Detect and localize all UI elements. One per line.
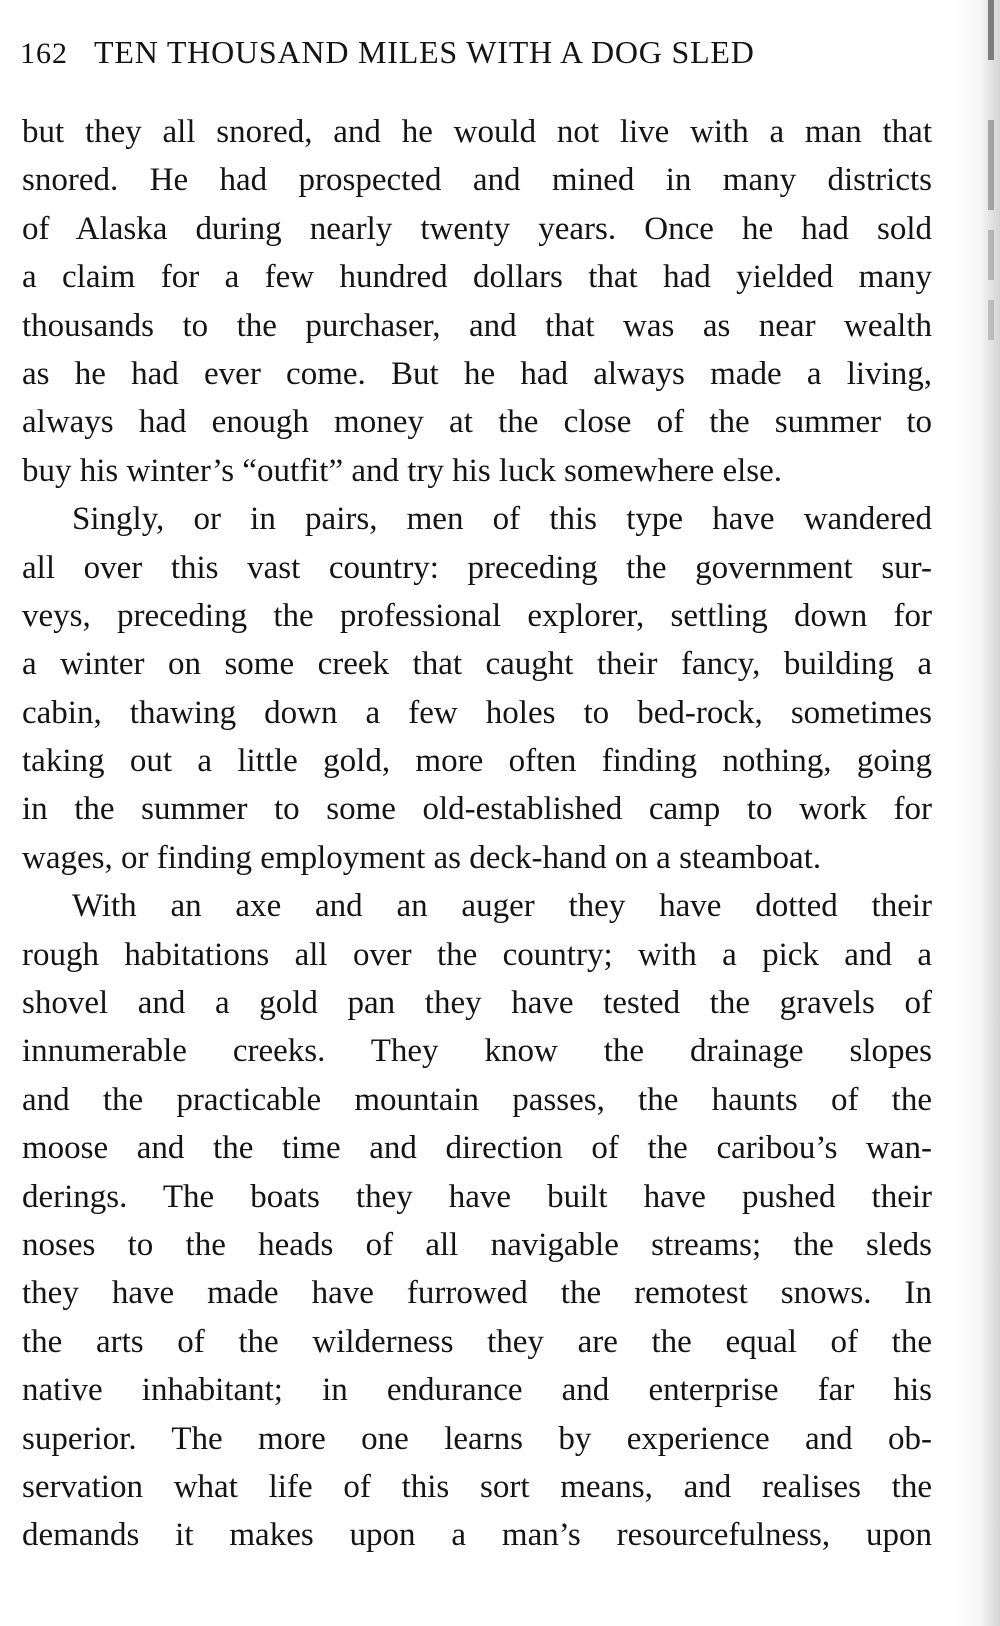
text-line: of Alaska during nearly twenty years. Once he had sold: [22, 210, 932, 247]
body-text: [22, 108, 932, 1560]
text-line: taking out a little gold, more often finding nothing, going: [22, 743, 932, 780]
edge-shadow-mark: [988, 0, 994, 60]
edge-shadow-mark: [988, 230, 994, 280]
text-line: veys, preceding the professional explorer, settling down for: [22, 597, 932, 634]
page-number: 162: [20, 37, 68, 70]
text-line: derings. The boats they have built have pushed their: [22, 1178, 932, 1215]
text-line: native inhabitant; in endurance and enterprise far his: [22, 1372, 932, 1409]
text-line: innumerable creeks. They know the drainage slopes: [22, 1033, 932, 1070]
text-line: cabin, thawing down a few holes to bed-rock, sometimes: [22, 694, 932, 731]
running-title: TEN THOUSAND MILES WITH A DOG SLED: [94, 34, 755, 70]
scanned-page-edge: [954, 0, 1000, 1626]
text-line: moose and the time and direction of the caribou’s wan-: [22, 1130, 932, 1167]
text-line: wages, or finding employment as deck-hand on a steamboat.: [22, 839, 822, 876]
paragraph-first-line: Singly, or in pairs, men of this type have wandered: [72, 501, 932, 538]
text-line: thousands to the purchaser, and that was as near wealth: [22, 307, 932, 344]
text-line: buy his winter’s “outfit” and try his luck somewhere else.: [22, 452, 783, 489]
text-line: rough habitations all over the country; with a pick and a: [22, 936, 932, 973]
text-line: shovel and a gold pan they have tested the gravels of: [22, 985, 932, 1022]
text-line: superior. The more one learns by experience and ob-: [22, 1420, 932, 1457]
text-line: a claim for a few hundred dollars that had yielded many: [22, 259, 932, 296]
text-line: always had enough money at the close of the summer to: [22, 404, 932, 441]
edge-shadow-mark: [988, 120, 994, 210]
text-line: as he had ever come. But he had always made a living,: [22, 355, 932, 392]
text-line: noses to the heads of all navigable streams; the sleds: [22, 1226, 932, 1263]
edge-shadow-mark: [988, 300, 994, 340]
text-line: the arts of the wilderness they are the equal of the: [22, 1323, 932, 1360]
text-line: servation what life of this sort means, and realises the: [22, 1468, 932, 1505]
running-header: [20, 34, 950, 84]
text-line: in the summer to some old-established camp to work for: [22, 791, 932, 828]
text-line: but they all snored, and he would not live with a man that: [22, 114, 932, 150]
text-line: a winter on some creek that caught their fancy, building a: [22, 646, 932, 683]
text-line: they have made have furrowed the remotest snows. In: [22, 1275, 932, 1312]
text-line: and the practicable mountain passes, the haunts of the: [22, 1081, 932, 1118]
text-line: snored. He had prospected and mined in many districts: [22, 162, 932, 199]
paragraph-first-line: With an axe and an auger they have dotted their: [72, 888, 932, 925]
text-line: all over this vast country: preceding the government sur-: [22, 549, 932, 586]
text-line: demands it makes upon a man’s resourcefulness, upon: [22, 1517, 932, 1554]
